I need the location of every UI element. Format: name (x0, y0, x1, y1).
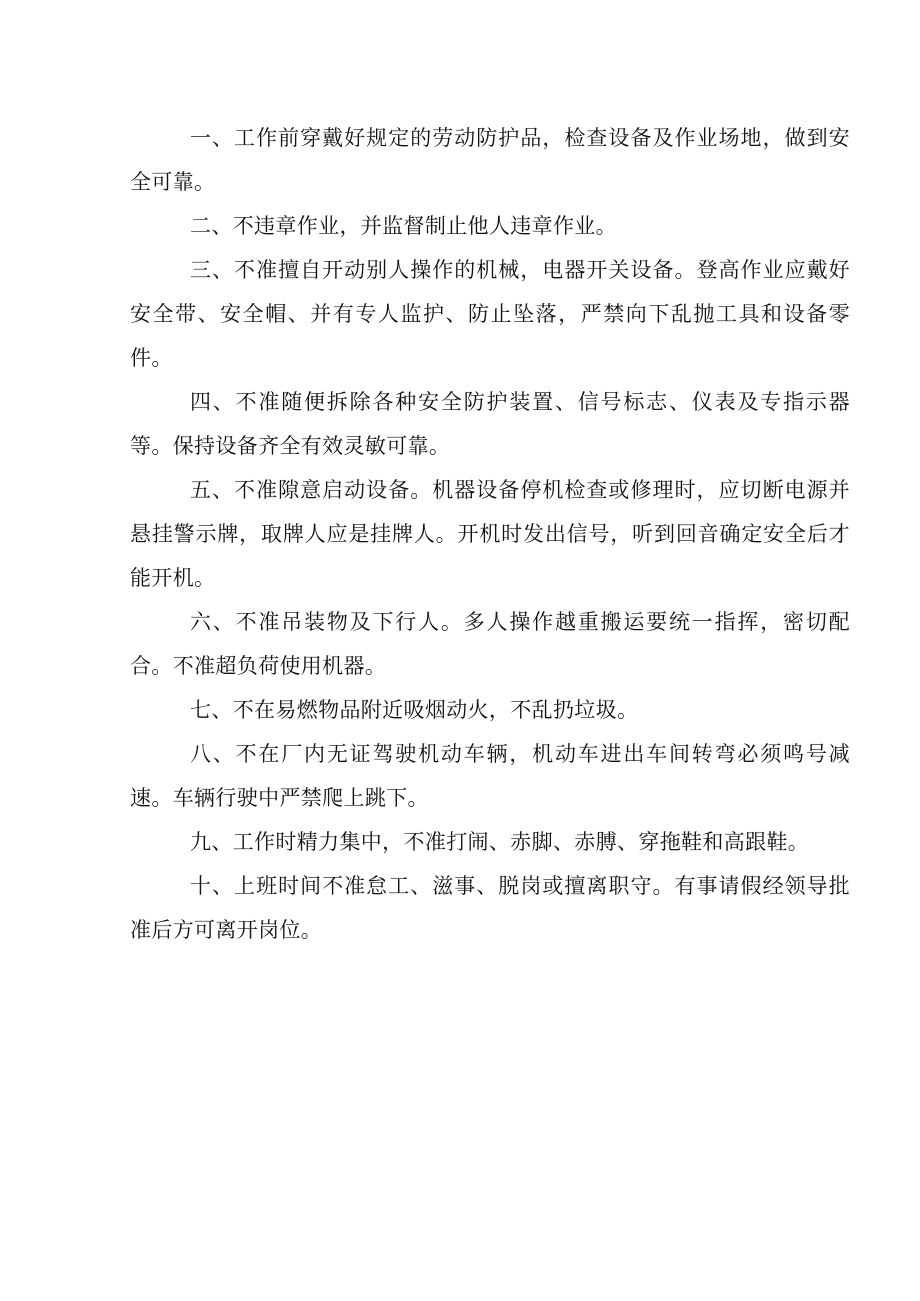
rule-paragraph-2: 二、不违章作业，并监督制止他人违章作业。 (190, 214, 617, 238)
rule-paragraph-5: 五、不准隙意启动设备。机器设备停机检查或修理时，应切断电源并悬挂警示牌，取牌人应是挂牌人。开机时发出信号，听到回音确定安全后才能开机。 (130, 478, 850, 590)
rule-paragraph-3: 三、不准擅自开动别人操作的机械，电器开关设备。登高作业应戴好安全带、安全帽、并有专人监护、防止坠落，严禁向下乱抛工具和设备零件。 (130, 258, 850, 370)
rule-paragraph-4: 四、不准随便拆除各种安全防护装置、信号标志、仪表及专指示器等。保持设备齐全有效灵敏可靠。 (130, 390, 850, 458)
rule-paragraph-10: 十、上班时间不准怠工、滋事、脱岗或擅离职守。有事请假经领导批准后方可离开岗位。 (130, 874, 850, 942)
rule-paragraph-1: 一、工作前穿戴好规定的劳动防护品，检查设备及作业场地，做到安全可靠。 (130, 126, 850, 194)
rule-paragraph-7: 七、不在易燃物品附近吸烟动火，不乱扔垃圾。 (190, 698, 639, 722)
rule-paragraph-8: 八、不在厂内无证驾驶机动车辆，机动车进出车间转弯必须鸣号减速。车辆行驶中严禁爬上跳下。 (130, 742, 850, 810)
safety-rules-document (130, 116, 850, 952)
rule-paragraph-6: 六、不准吊装物及下行人。多人操作越重搬运要统一指挥，密切配合。不准超负荷使用机器。 (130, 610, 850, 678)
rule-paragraph-9: 九、工作时精力集中，不准打闹、赤脚、赤膊、穿拖鞋和高跟鞋。 (190, 830, 810, 854)
